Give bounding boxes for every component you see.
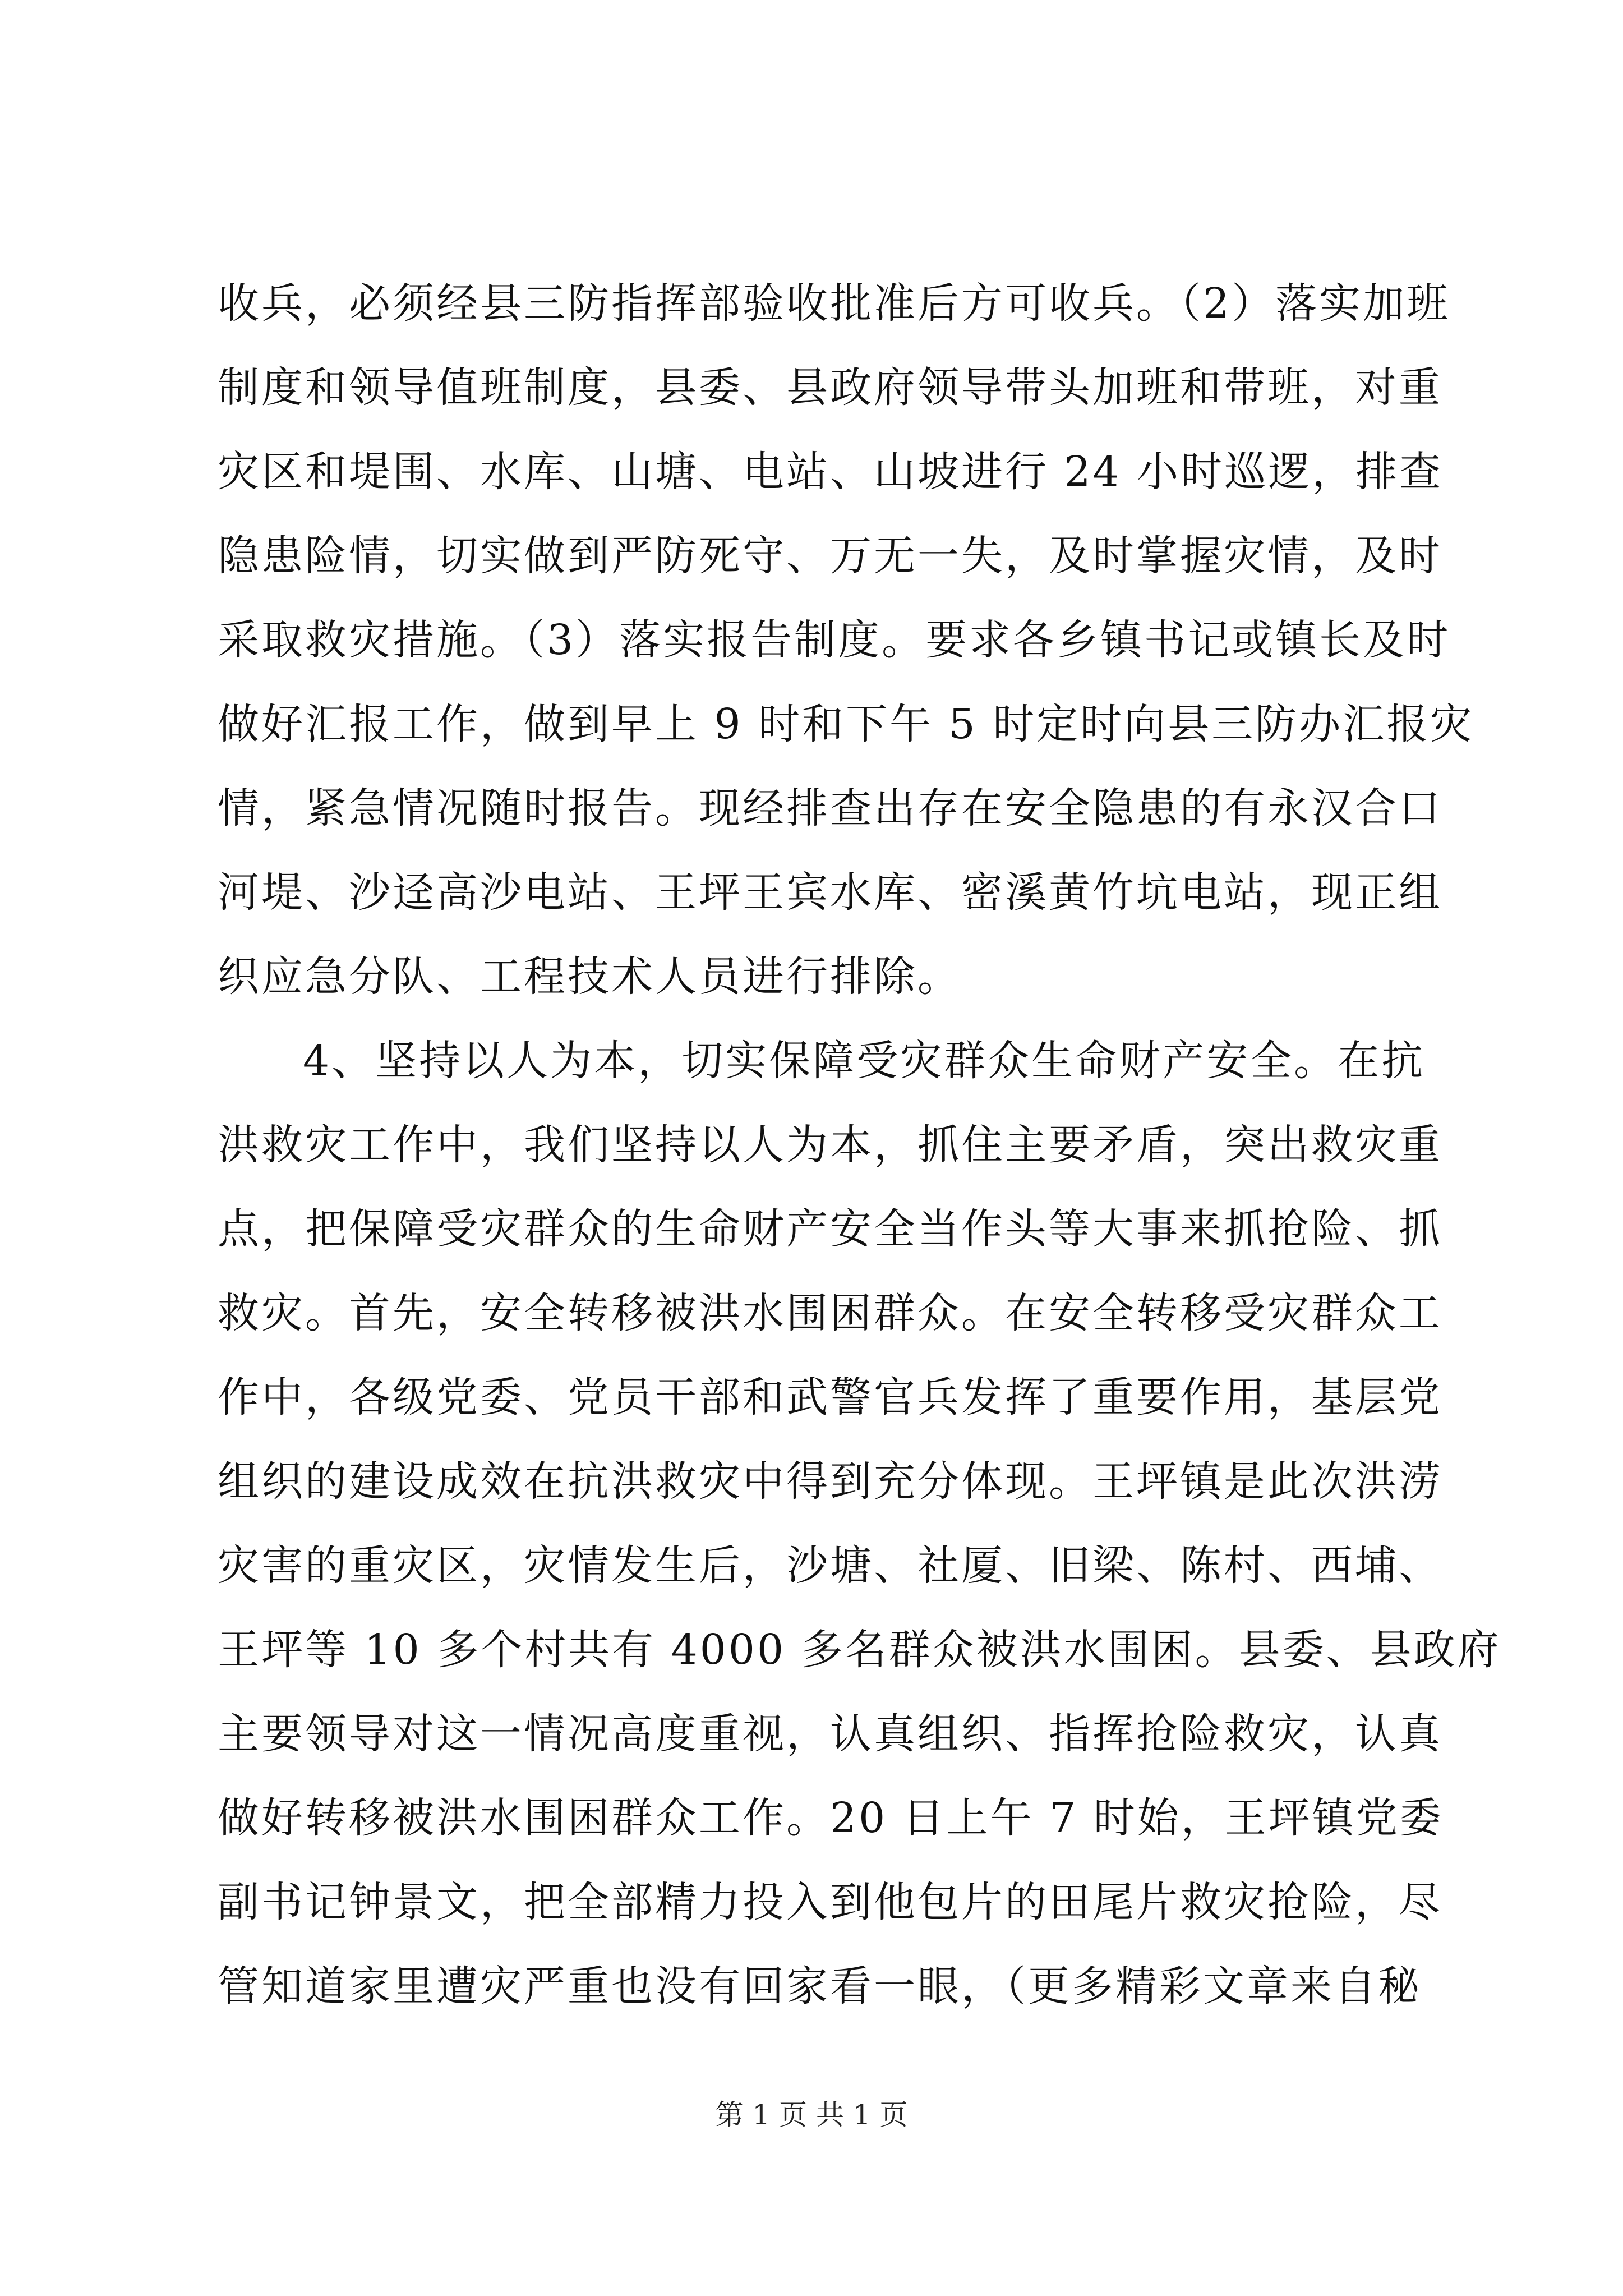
page-footer [0,2092,1623,2137]
text-line: 王坪等 10 多个村共有 4000 多名群众被洪水围困。县委、县政府 [218,1626,1501,1674]
body-text [218,261,1501,2028]
text-line: 采取救灾措施。（3）落实报告制度。要求各乡镇书记或镇长及时 [218,616,1451,664]
text-line: 制度和领导值班制度，县委、县政府领导带头加班和带班，对重 [218,364,1442,412]
text-line: 灾区和堤围、水库、山塘、电站、山坡进行 24 小时巡逻，排查 [218,448,1444,496]
text-line: 点，把保障受灾群众的生命财产安全当作头等大事来抓抢险、抓 [218,1205,1442,1253]
text-line: 灾害的重灾区，灾情发生后，沙塘、社厦、旧梁、陈村、西埔、 [218,1542,1442,1590]
text-line: 隐患险情，切实做到严防死守、万无一失，及时掌握灾情，及时 [218,532,1442,580]
text-line-paragraph-end: 织应急分队、工程技术人员进行排除。 [218,953,961,1001]
text-line: 组织的建设成效在抗洪救灾中得到充分体现。王坪镇是此次洪涝 [218,1457,1442,1506]
text-line: 洪救灾工作中，我们坚持以人为本，抓住主要矛盾，突出救灾重 [218,1121,1442,1169]
text-line: 管知道家里遭灾严重也没有回家看一眼，（更多精彩文章来自秘 [218,1962,1422,2010]
text-line: 河堤、沙迳高沙电站、王坪王宾水库、密溪黄竹坑电站，现正组 [218,868,1442,917]
text-line: 主要领导对这一情况高度重视，认真组织、指挥抢险救灾，认真 [218,1710,1442,1758]
text-line: 做好转移被洪水围困群众工作。20 日上午 7 时始，王坪镇党委 [218,1794,1444,1842]
text-line: 作中，各级党委、党员干部和武警官兵发挥了重要作用，基层党 [218,1373,1442,1421]
page-number-label: 第 1 页 共 1 页 [715,2099,908,2131]
text-line: 情，紧急情况随时报告。现经排查出存在安全隐患的有永汉合口 [218,784,1442,832]
text-line-paragraph-start: 4、坚持以人为本，切实保障受灾群众生命财产安全。在抗 [303,1037,1426,1085]
text-line: 副书记钟景文，把全部精力投入到他包片的田尾片救灾抢险，尽 [218,1878,1442,1926]
text-line: 救灾。首先，安全转移被洪水围困群众。在安全转移受灾群众工 [218,1289,1442,1337]
text-line: 收兵，必须经县三防指挥部验收批准后方可收兵。（2）落实加班 [218,279,1451,328]
text-line: 做好汇报工作，做到早上 9 时和下午 5 时定时向县三防办汇报灾 [218,700,1474,748]
